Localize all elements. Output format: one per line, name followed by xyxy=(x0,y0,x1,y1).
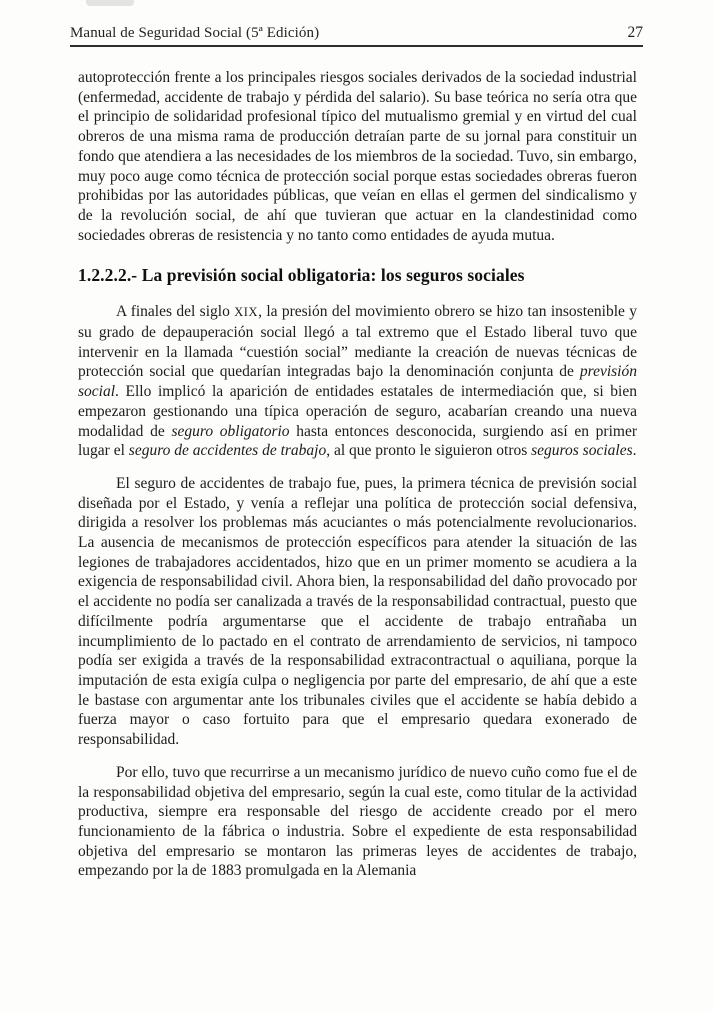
section-heading: 1.2.2.2.- La previsión social obligatoria: los seguros sociales xyxy=(78,265,525,286)
scan-smudge-artifact xyxy=(86,0,134,6)
paragraph: A finales del siglo XIX, la presión del movimiento obrero se hizo tan insostenible y su grado de depauperación social llegó a tal extremo que el Estado liberal tuvo que intervenir en la llamada “cuestión social” mediante la creación de nuevas técnicas de protección social que quedarían integradas bajo la denominación conjunta de previsión social. Ello implicó la aparición de entidades estatales de intermediación que, si bien empezaron gestionando una típica operación de seguro, acabarían creando una nueva modalidad de seguro obligatorio hasta entonces desconocida, surgiendo así en primer lugar el seguro de accidentes de trabajo, al que pronto le siguieron otros seguros sociales. xyxy=(78,303,637,460)
page-header xyxy=(70,24,643,42)
paragraph-continuation: autoprotección frente a los principales riesgos sociales derivados de la sociedad industrial (enfermedad, accidente de trabajo y pérdida del salario). Su base teórica no sería otra que el principio de solidaridad profesional típico del mutualismo gremial y en virtud del cual obreros de una misma rama de producción detraían parte de su jornal para constituir un fondo que atendiera a las necesidades de los miembros de la sociedad. Tuvo, sin embargo, muy poco auge como técnica de protección social porque estas sociedades obreras fueron prohibidas por las autoridades públicas, que veían en ellas el germen del sindicalismo y de la revolución social, de ahí que tuvieran que actuar en la clandestinidad como sociedades obreras de resistencia y no tanto como entidades de ayuda mutua. xyxy=(78,69,637,244)
paragraph: El seguro de accidentes de trabajo fue, pues, la primera técnica de previsión social diseñada por el Estado, y venía a reflejar una política de protección social defensiva, dirigida a resolver los problemas más acuciantes o más potencialmente revolucionarios. La ausencia de mecanismos de protección específicos para atender la situación de las legiones de trabajadores accidentados, hizo que en un primer momento se acudiera a la exigencia de responsabilidad civil. Ahora bien, la responsabilidad del daño provocado por el accidente no podía ser canalizada a través de la responsabilidad contractual, puesto que difícilmente podría argumentarse que el accidente de trabajo entrañaba un incumplimiento de lo pactado en el contrato de arrendamiento de servicios, ni tampoco podía ser exigida a través de la responsabilidad extracontractual o aquiliana, porque la imputación de esta exigía culpa o negligencia por parte del empresario, de ahí que a este le bastase con argumentar ante los tribunales civiles que el accidente se había debido a fuerza mayor o caso fortuito para que el empresario quedara exonerado de responsabilidad. xyxy=(78,474,637,749)
header-divider-rule xyxy=(70,45,643,47)
paragraph: Por ello, tuvo que recurrirse a un mecanismo jurídico de nuevo cuño como fue el de la responsabilidad objetiva del empresario, según la cual este, como titular de la actividad productiva, siempre era responsable del riesgo de accidente creado por el mero funcionamiento de la fábrica o industria. Sobre el expediente de esta responsabilidad objetiva del empresario se montaron las primeras leyes de accidentes de trabajo, empezando por la de 1883 promulgada en la Alemania xyxy=(78,763,637,880)
page-number: 27 xyxy=(627,24,643,41)
page-body-text xyxy=(78,68,637,894)
running-head-title: Manual de Seguridad Social (5ª Edición) xyxy=(70,25,320,41)
